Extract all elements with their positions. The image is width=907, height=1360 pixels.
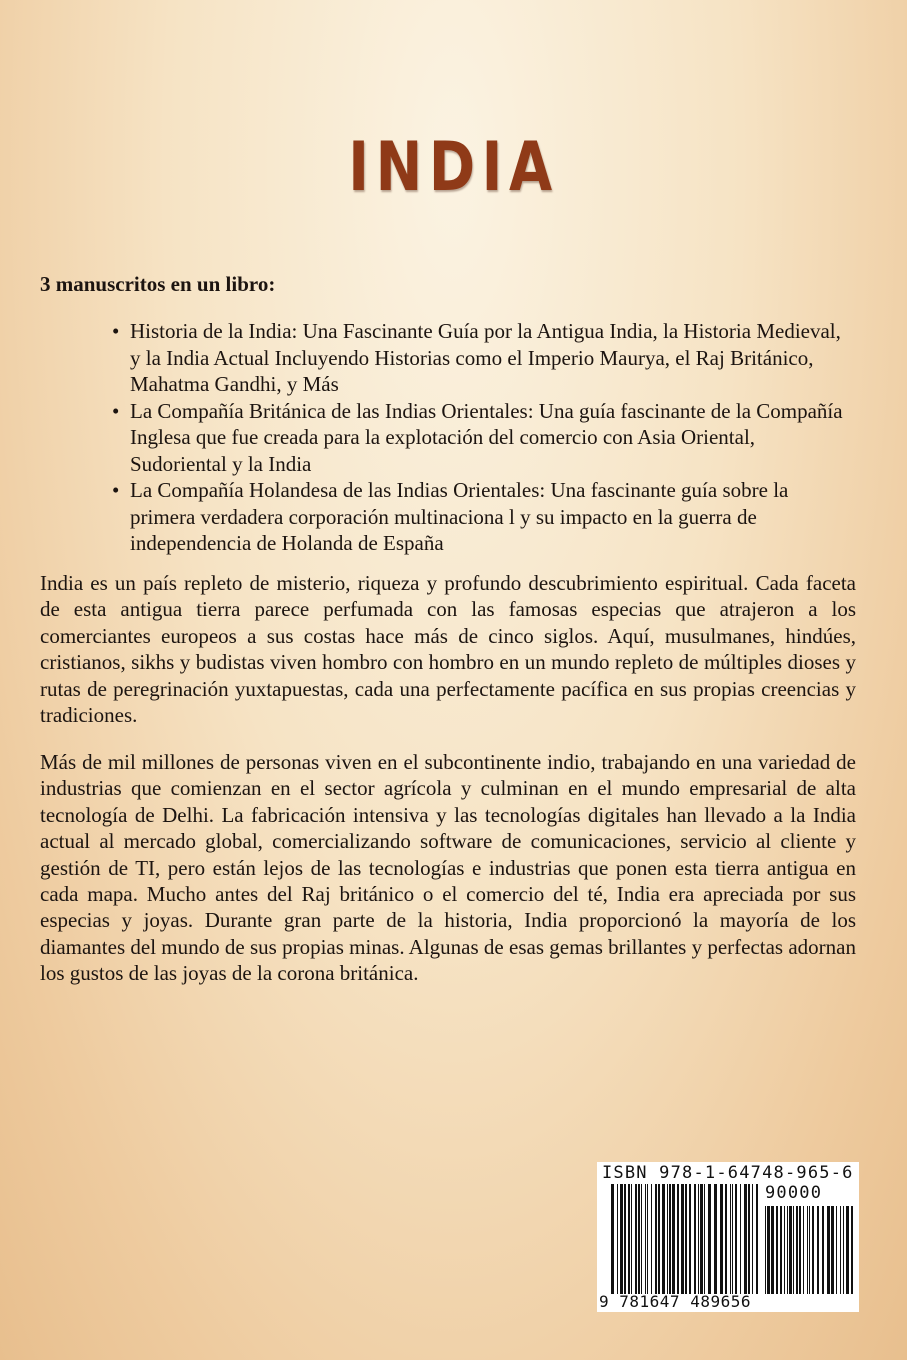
isbn-barcode: [597, 1162, 859, 1312]
manuscript-list: [112, 318, 852, 557]
description-paragraph-2: Más de mil millones de personas viven en el subcontinente indio, trabajando en una variedad de industrias que comienzan en el sector agrícola y culminan en el mundo empresarial de alta tecnología de Delhi. La fabricación intensiva y las tecnologías digitales han llevado a la India actual al mercado global, comercializando software de comunicaciones, servicio al cliente y gestión de TI, pero están lejos de las tecnologías e industrias que ponen esta tierra antigua en cada mapa. Mucho antes del Raj británico o el comercio del té, India era apreciada por sus especias y joyas. Durante gran parte de la historia, India proporcionó la mayoría de los diamantes del mundo de sus propias minas. Algunas de esas gemas brillantes y perfectas adornan los gustos de las joyas de la corona británica.: [40, 750, 856, 986]
price-code: 90000: [765, 1183, 823, 1203]
barcode-bars-icon: [611, 1184, 759, 1294]
ean-digits: 9 781647 489656: [599, 1292, 751, 1311]
bullet-icon: •: [112, 398, 120, 423]
manuscripts-heading: 3 manuscritos en un libro:: [40, 272, 276, 296]
bullet-icon: •: [112, 478, 120, 502]
list-item-text: La Compañía Holandesa de las Indias Orientales: Una fascinante guía sobre la primera verdadera corporación multinaciona l y su impacto en la guerra de independencia de Holanda de España: [130, 478, 789, 555]
description-paragraph-1: India es un país repleto de misterio, riqueza y profundo descubrimiento espiritual. Cada faceta de esta antigua tierra parece perfumada con las famosas especias que atrajeron a los comerciantes europeos a sus costas hace más de cinco siglos. Aquí, musulmanes, hindúes, cristianos, sikhs y budistas viven hombro con hombro en un mundo repleto de múltiples dioses y rutas de peregrinación yuxtapuestas, cada una perfectamente pacífica en sus propias creencias y tradiciones.: [40, 571, 856, 728]
addon-barcode-bars-icon: [765, 1206, 853, 1294]
list-item: [112, 318, 852, 398]
bullet-icon: •: [112, 319, 120, 343]
isbn-label: ISBN 978-1-64748-965-6: [602, 1163, 854, 1183]
list-item-text: Historia de la India: Una Fascinante Guía por la Antigua India, la Historia Medieval, y la India Actual Incluyendo Historias como el Imperio Maurya, el Raj Británico, Mahatma Gandhi, y Más: [130, 319, 841, 396]
list-item: [112, 398, 852, 478]
list-item-text: La Compañía Británica de las Indias Orientales: Una guía fascinante de la Compañía Inglesa que fue creada para la explotación del comercio con Asia Oriental, Sudoriental y la India: [130, 398, 843, 476]
list-item: [112, 477, 852, 557]
book-title: INDIA: [348, 128, 559, 207]
